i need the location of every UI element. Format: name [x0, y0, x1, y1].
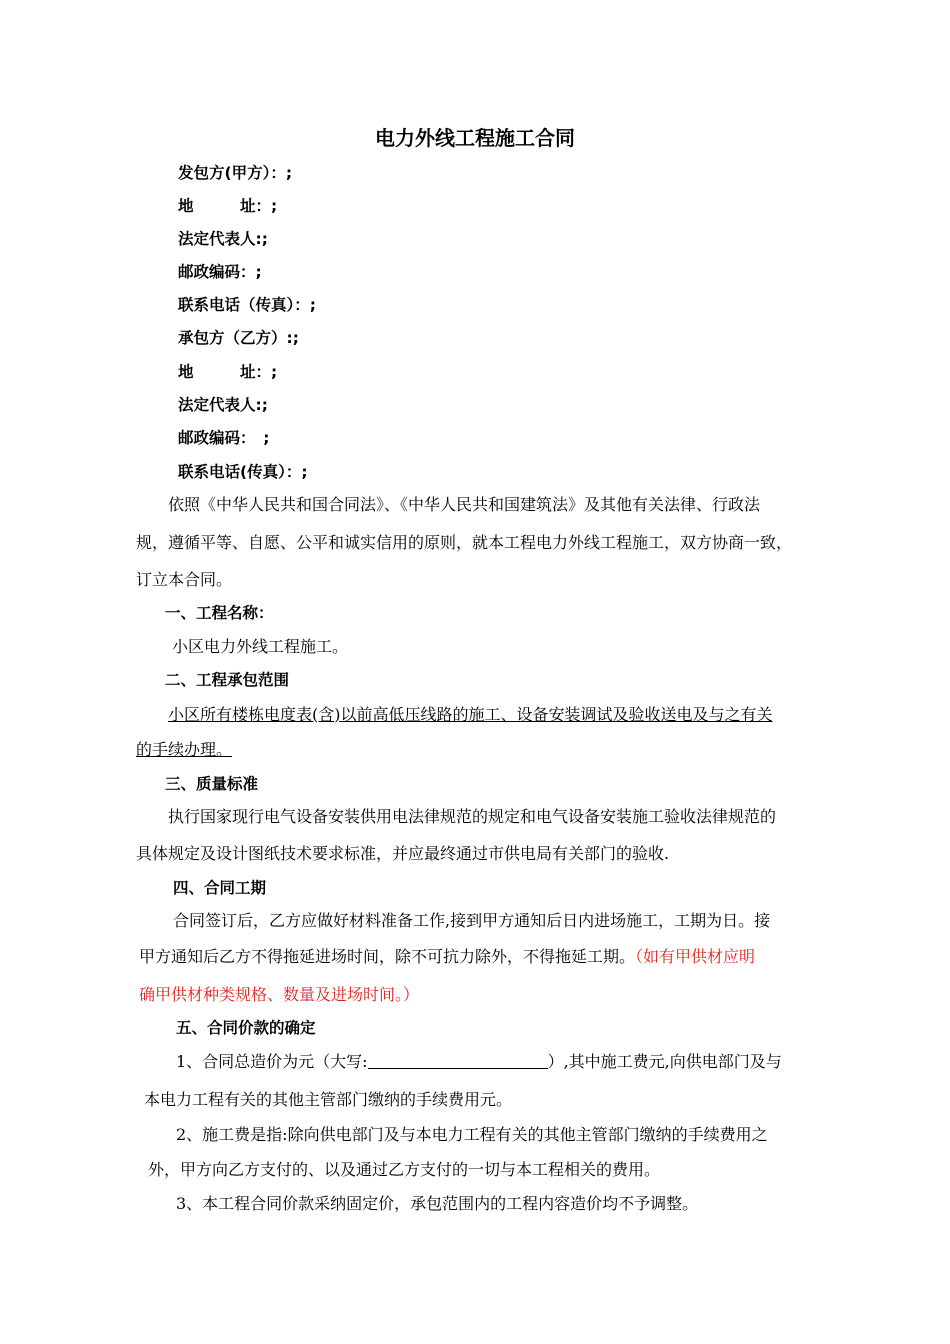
section-5-item-1-text: 1、合同总造价为元（大写: [176, 1052, 368, 1071]
section-2-heading: 二、工程承包范围 [165, 671, 290, 689]
section-3-body: 具体规定及设计图纸技术要求标准，并应最终通过市供电局有关部门的验收. [136, 844, 670, 863]
intro-line: 依照《中华人民共和国合同法》、《中华人民共和国建筑法》及其他有关法律、行政法 [168, 495, 761, 514]
section-2-body: 小区所有楼栋电度表(含)以前高低压线路的施工、设备安装调试及验收送电及与之有关 [168, 705, 773, 724]
amount-blank [368, 1052, 548, 1069]
document-title: 电力外线工程施工合同 [375, 126, 575, 150]
section-3-body: 执行国家现行电气设备安装供用电法律规范的规定和电气设备安装施工验收法律规范的 [168, 807, 777, 826]
intro-line: 规，遵循平等、自愿、公平和诚实信用的原则，就本工程电力外线工程施工，双方协商一致， [136, 533, 793, 552]
party-b-legal-rep: 法定代表人:; [178, 396, 268, 414]
party-a-legal-rep: 法定代表人:; [178, 230, 268, 248]
section-4-heading: 四、合同工期 [173, 879, 267, 897]
party-b-address: 地 址：; [178, 363, 278, 381]
party-b-postcode: 邮政编码： ; [178, 429, 270, 447]
section-5-item-2: 2、施工费是指:除向供电部门及与本电力工程有关的其他主管部门缴纳的手续费用之 [176, 1125, 768, 1144]
party-b-phone: 联系电话(传真）：; [178, 463, 308, 481]
section-5-item-3: 3、本工程合同价款采纳固定价，承包范围内的工程内容造价均不予调整。 [176, 1194, 699, 1213]
party-a-postcode: 邮政编码：; [178, 263, 262, 281]
section-4-note: （如有甲供材应明 [635, 947, 756, 966]
intro-line: 订立本合同。 [136, 570, 233, 589]
section-4-note: 确甲供材种类规格、数量及进场时间。） [139, 985, 420, 1004]
party-a-name: 发包方(甲方）：; [178, 164, 293, 182]
section-5-item-1 [176, 1051, 782, 1073]
section-5-item-1-text: ）,其中施工费元,向供电部门及与 [547, 1052, 782, 1071]
party-a-address: 地 址：; [178, 197, 278, 215]
section-4-body: 合同签订后，乙方应做好材料准备工作,接到甲方通知后日内进场施工，工期为日。接 [173, 911, 771, 930]
party-a-phone: 联系电话（传真）：; [178, 296, 316, 314]
section-5-item-2-cont: 外，甲方向乙方支付的、以及通过乙方支付的一切与本工程相关的费用。 [148, 1160, 661, 1179]
section-2-body: 的手续办理。 [136, 740, 233, 759]
party-b-name: 承包方（乙方）:; [178, 329, 299, 347]
section-4-body [139, 946, 755, 968]
section-5-heading: 五、合同价款的确定 [176, 1019, 316, 1037]
section-4-text: 甲方通知后乙方不得拖延进场时间，除不可抗力除外，不得拖延工期。 [139, 947, 636, 966]
section-1-heading: 一、工程名称： [165, 604, 274, 622]
section-1-body: 小区电力外线工程施工。 [172, 637, 349, 656]
section-5-item-1-cont: 本电力工程有关的其他主管部门缴纳的手续费用元。 [144, 1090, 513, 1109]
section-3-heading: 三、质量标准 [165, 775, 259, 793]
